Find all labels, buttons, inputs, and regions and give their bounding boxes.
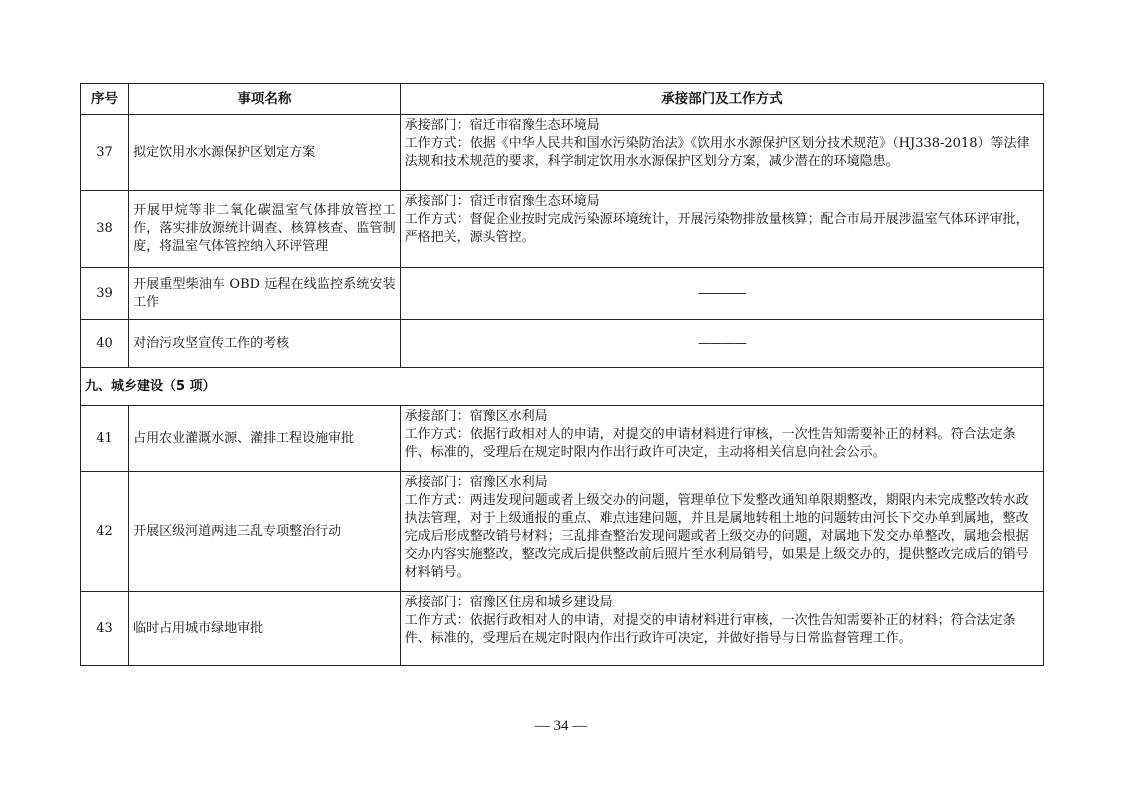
table-body-environment [81, 115, 1044, 368]
work-method-line: 工作方式：依据《中华人民共和国水污染防治法》《饮用水水源保护区划分技术规范》（HJ338-2018）等法律法规和技术规范的要求，科学制定饮用水水源保护区划分方案，减少潜在的环境隐患。 [404, 136, 1030, 169]
table-row [81, 320, 1044, 368]
matter-name-text: 拟定饮用水水源保护区划定方案 [133, 144, 316, 160]
row-serial-number: 43 [81, 592, 129, 666]
table-row [81, 115, 1044, 191]
table-row [81, 592, 1044, 666]
matter-name-text: 占用农业灌溉水源、灌排工程设施审批 [133, 430, 355, 446]
header-serial-number: 序号 [81, 84, 129, 115]
row-matter-name [129, 320, 401, 368]
matters-table [80, 83, 1044, 666]
table-row [81, 191, 1044, 268]
row-department-method [400, 592, 1043, 666]
row-serial-number: 38 [81, 191, 129, 268]
department-line: 承接部门：宿迁市宿豫生态环境局 [404, 194, 600, 209]
table-row [81, 268, 1044, 320]
row-department-empty-dash: ———— [400, 268, 1043, 320]
department-line: 承接部门：宿豫区住房和城乡建设局 [404, 595, 613, 610]
department-line: 承接部门：宿豫区水利局 [404, 409, 548, 424]
department-line: 承接部门：宿迁市宿豫生态环境局 [404, 118, 600, 133]
row-matter-name [129, 115, 401, 191]
row-serial-number: 42 [81, 472, 129, 592]
row-matter-name [129, 592, 401, 666]
row-matter-name [129, 472, 401, 592]
header-matter-name: 事项名称 [129, 84, 401, 115]
section-title: 九、城乡建设（5 项） [81, 368, 1044, 406]
work-method-line: 工作方式：督促企业按时完成污染源环境统计，开展污染物排放量核算；配合市局开展涉温室气体环评审批，严格把关，源头管控。 [404, 212, 1029, 245]
matter-name-text: 临时占用城市绿地审批 [133, 620, 264, 636]
page-number: — 34 — [534, 718, 588, 734]
row-department-method [400, 191, 1043, 268]
matter-name-text: 开展重型柴油车 OBD 远程在线监控系统安装工作 [133, 276, 396, 310]
matter-name-text: 对治污攻坚宣传工作的考核 [133, 335, 290, 351]
matter-name-text: 开展区级河道两违三乱专项整治行动 [133, 523, 342, 539]
row-serial-number: 37 [81, 115, 129, 191]
table-row [81, 472, 1044, 592]
row-matter-name [129, 268, 401, 320]
table-body-section [81, 368, 1044, 406]
section-row [81, 368, 1044, 406]
row-department-empty-dash: ———— [400, 320, 1043, 368]
row-department-method [400, 406, 1043, 472]
table-row [81, 406, 1044, 472]
row-matter-name [129, 191, 401, 268]
row-serial-number: 41 [81, 406, 129, 472]
table-body-urban-rural [81, 406, 1044, 666]
row-department-method [400, 115, 1043, 191]
row-department-method [400, 472, 1043, 592]
header-department-method: 承接部门及工作方式 [400, 84, 1043, 115]
work-method-line: 工作方式：依据行政相对人的申请，对提交的申请材料进行审核，一次性告知需要补正的材料。符合法定条件、标准的，受理后在规定时限内作出行政许可决定，主动将相关信息向社会公示。 [404, 427, 1016, 460]
matter-name-text: 开展甲烷等非二氧化碳温室气体排放管控工作，落实排放源统计调查、核算核查、监管制度，将温室气体管控纳入环评管理 [133, 203, 396, 254]
row-serial-number: 39 [81, 268, 129, 320]
table-header-row [81, 84, 1044, 115]
work-method-line: 工作方式：两违发现问题或者上级交办的问题，管理单位下发整改通知单限期整改，期限内未完成整改转水政执法管理，对于上级通报的重点、难点违建问题，并且是属地转租土地的问题转由河长下交办单到属地，整改完成后形成整改销号材料；三乱排查整治发现问题或者上级交办的问题，对属地下发交办单整改，属地会根据交办内容实施整改，整改完成后提供整改前后照片至水利局销号，如果是上级交办的，提供整改完成后的销号材料销号。 [404, 493, 1029, 580]
work-method-line: 工作方式：依据行政相对人的申请，对提交的申请材料进行审核，一次性告知需要补正的材料；符合法定条件、标准的，受理后在规定时限内作出行政许可决定，并做好指导与日常监督管理工作。 [404, 613, 1016, 646]
row-serial-number: 40 [81, 320, 129, 368]
row-matter-name [129, 406, 401, 472]
department-line: 承接部门：宿豫区水利局 [404, 475, 548, 490]
